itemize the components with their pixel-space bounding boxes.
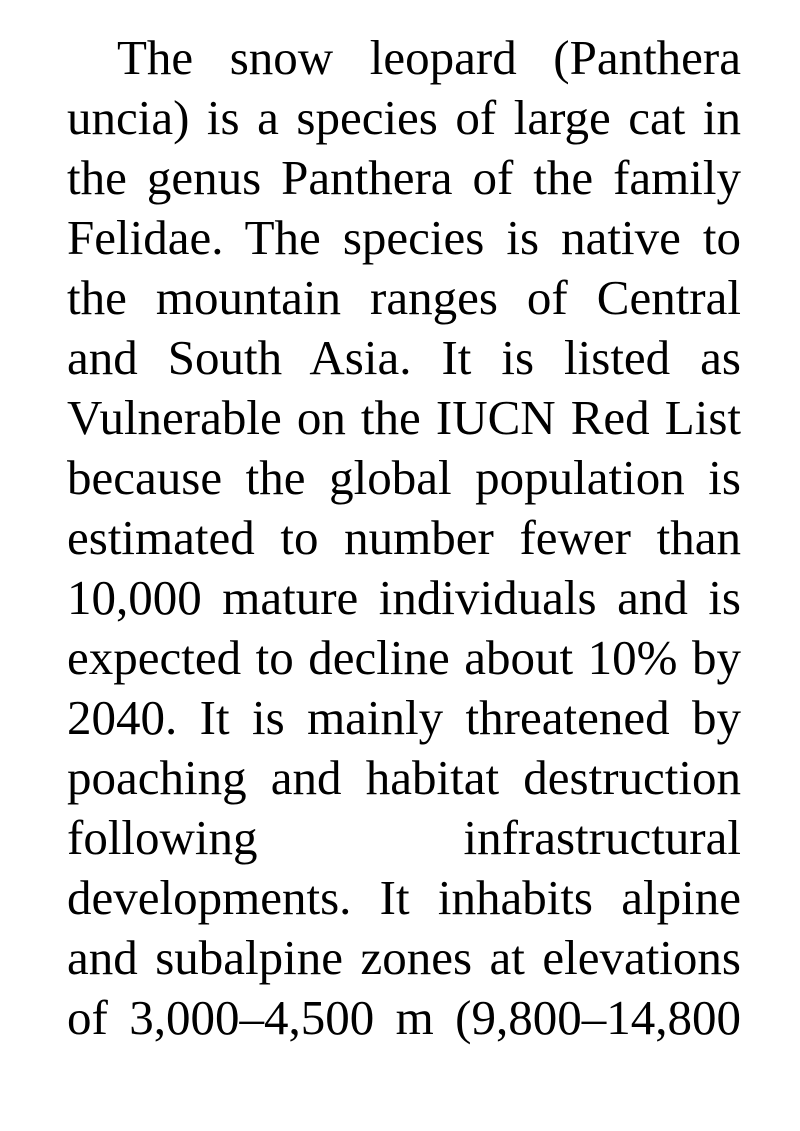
body-paragraph: The snow leopard (Panthera uncia) is a species of large cat in the genus Panthera of the family Felidae. The species is native to the mountain ranges of Central and South Asia. It is listed as Vulnerable on the IUCN Red List because the global population is estimated to number fewer than 10,000 mature individuals and is expected to decline about 10% by 2040. It is mainly threatened by poaching and habitat destruction following infrastructural developments. It inhabits alpine and subalpine zones at elevations of 3,000–4,500 m (9,800–14,800 (67, 30, 741, 1045)
